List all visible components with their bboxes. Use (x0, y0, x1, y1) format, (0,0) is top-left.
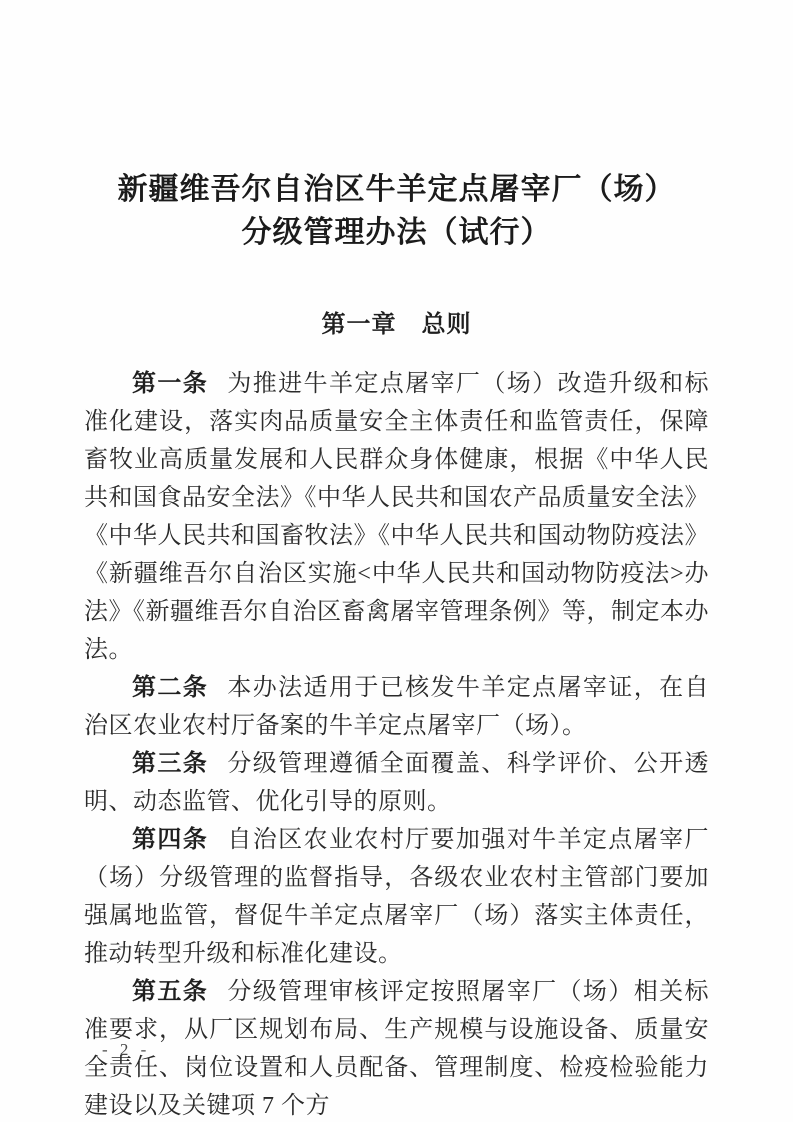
article-5-text: 分级管理审核评定按照屠宰厂（场）相关标准要求，从厂区规划布局、生产规模与设施设备、质量安全责任、岗位设置和人员配备、管理制度、检疫检验能力建设以及关键项 7 个方 (84, 979, 709, 1119)
article-3-number: 第三条 (132, 751, 209, 777)
article-1-text: 为推进牛羊定点屠宰厂（场）改造升级和标准化建设，落实肉品质量安全主体责任和监管责任，保障畜牧业高质量发展和人民群众身体健康，根据《中华人民共和国食品安全法》《中华人民共和国农产品质量安全法》《中华人民共和国畜牧法》《中华人民共和国动物防疫法》《新疆维吾尔自治区实施<中华人民共和国动物防疫法>办法》《新疆维吾尔自治区畜禽屠宰管理条例》等，制定本办法。 (84, 371, 709, 663)
document-title-line1: 新疆维吾尔自治区牛羊定点屠宰厂（场） (117, 173, 676, 206)
chapter-heading: 第一章 总则 (321, 312, 472, 338)
article-paragraph-1 (84, 365, 709, 669)
article-paragraph-4 (84, 821, 709, 973)
document-title (84, 168, 709, 254)
page-number: - 2 - (102, 1040, 151, 1059)
document-content (0, 168, 793, 1122)
article-2-text: 本办法适用于已核发牛羊定点屠宰证，在自治区农业农村厅备案的牛羊定点屠宰厂（场）。 (84, 675, 709, 739)
article-3-text: 分级管理遵循全面覆盖、科学评价、公开透明、动态监管、优化引导的原则。 (84, 751, 709, 815)
article-4-text: 自治区农业农村厅要加强对牛羊定点屠宰厂（场）分级管理的监督指导，各级农业农村主管部门要加强属地监管，督促牛羊定点屠宰厂（场）落实主体责任，推动转型升级和标准化建设。 (84, 827, 709, 967)
article-paragraph-3 (84, 745, 709, 821)
article-4-number: 第四条 (132, 827, 209, 853)
article-1-number: 第一条 (132, 371, 209, 397)
article-paragraph-5 (84, 973, 709, 1122)
document-body (84, 365, 709, 1122)
article-2-number: 第二条 (132, 675, 209, 701)
article-5-number: 第五条 (132, 979, 209, 1005)
document-title-line2: 分级管理办法（试行） (241, 216, 552, 249)
article-paragraph-2 (84, 669, 709, 745)
